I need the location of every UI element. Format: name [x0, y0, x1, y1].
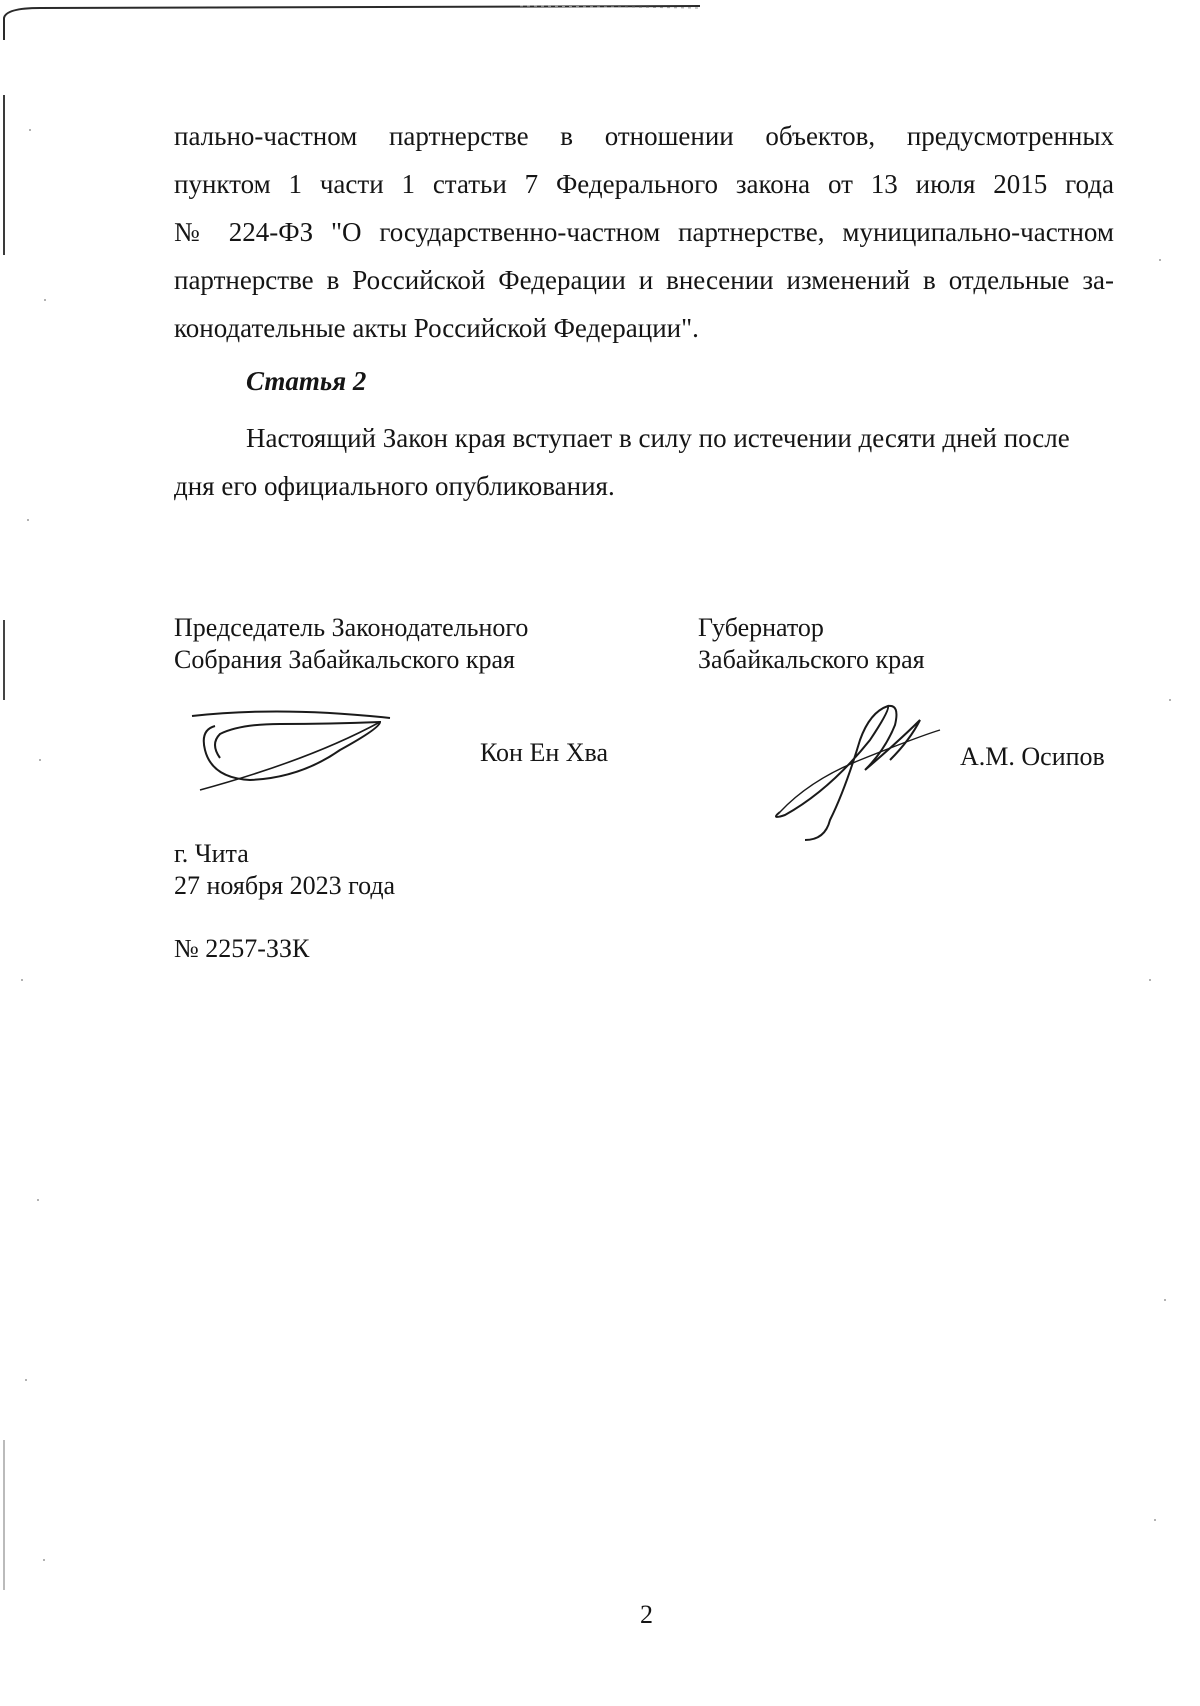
- text-line: пунктом 1 части 1 статьи 7 Федерального закона от 13 июля 2015 года: [174, 169, 1114, 199]
- chairman-name: Кон Ен Хва: [480, 738, 609, 767]
- governor-name: А.М. Осипов: [960, 742, 1105, 771]
- continued-paragraph: [174, 112, 1114, 352]
- position-line: Забайкальского края: [698, 645, 925, 674]
- chairman-signature: [180, 700, 400, 800]
- date: 27 ноября 2023 года: [174, 871, 396, 900]
- text-line: партнерстве в Российской Федерации и внесении изменений в отдельные за-: [174, 265, 1114, 295]
- text-line: Настоящий Закон края вступает в силу по истечении десяти дней после: [246, 423, 1070, 453]
- governor-position: [698, 612, 925, 676]
- law-number: № 2257-ЗЗК: [174, 934, 310, 963]
- article-body: [174, 414, 1114, 510]
- text-line: конодательные акты Российской Федерации".: [174, 313, 699, 343]
- text-line: дня его официального опубликования.: [174, 471, 615, 501]
- position-line: Губернатор: [698, 613, 824, 642]
- position-line: Председатель Законодательного: [174, 613, 529, 642]
- text-line: № 224-ФЗ "О государственно-частном партнерстве, муниципально-частном: [174, 217, 1114, 247]
- governor-signature: [770, 700, 950, 850]
- place: г. Чита: [174, 839, 249, 868]
- text-line: пально-частном партнерстве в отношении объектов, предусмотренных: [174, 121, 1114, 151]
- article-title: Статья 2: [246, 366, 367, 396]
- chairman-position: [174, 612, 528, 676]
- page-number: 2: [640, 1600, 653, 1629]
- place-and-date: [174, 838, 395, 902]
- position-line: Собрания Забайкальского края: [174, 645, 515, 674]
